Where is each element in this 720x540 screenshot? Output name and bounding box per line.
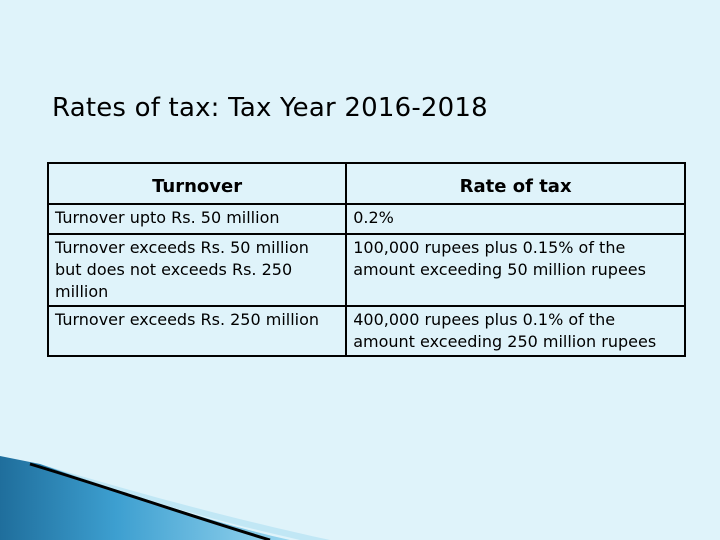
turnover-cell: Turnover exceeds Rs. 50 million but does not exceeds Rs. 250 million: [48, 234, 346, 306]
rate-cell: 0.2%: [346, 204, 685, 234]
rate-cell: 400,000 rupees plus 0.1% of the amount exceeding 250 million rupees: [346, 306, 685, 356]
header-turnover: Turnover: [48, 163, 346, 204]
table-header-row: [48, 163, 685, 204]
turnover-cell: Turnover upto Rs. 50 million: [48, 204, 346, 234]
slide-title: Rates of tax: Tax Year 2016-2018: [52, 93, 488, 123]
turnover-cell: Turnover exceeds Rs. 250 million: [48, 306, 346, 356]
rate-cell: 100,000 rupees plus 0.15% of the amount exceeding 50 million rupees: [346, 234, 685, 306]
table-row: [48, 204, 685, 234]
corner-decoration: [0, 450, 720, 540]
table-row: [48, 306, 685, 356]
tax-rate-table: [47, 162, 686, 357]
header-rate-of-tax: Rate of tax: [346, 163, 685, 204]
table-row: [48, 234, 685, 306]
